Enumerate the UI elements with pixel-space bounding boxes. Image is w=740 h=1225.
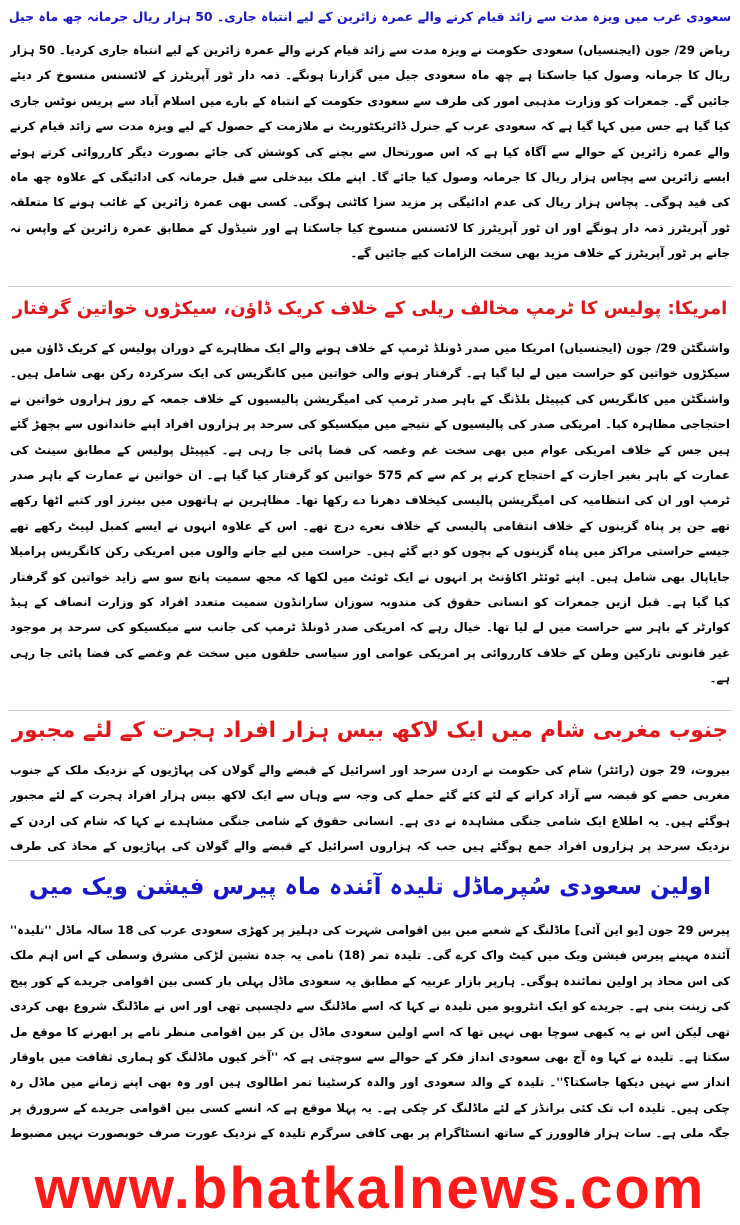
- article-4-body: پیرس 29 جون [یو این آئی] ماڈلنگ کے شعبے میں بین اقوامی شہرت کی دہلیز پر کھڑی سعودی عرب کی 18 سالہ ماڈل ''تلیدہ'' آئندہ مہینے پیرس فیشن ویک میں کیٹ واک کرے گی۔ تلیدہ تمر (18) نامی یہ جدہ نشین لڑکی مشرق وسطی کے اس اہم ملک کی اس محاذ پر اولین نمائندہ ہوگی۔ ہارپر بازار عربیہ کے مطابق یہ سعودی ماڈل پہلی بار کسی بین اقوامی جریدے کے کور پیج کی زینت بنی ہے۔ جریدے کو ایک انٹرویو میں تلیدہ نے کہا کہ اسے ماڈلنگ سے دلچسپی تھی اور اس نے ماڈلنگ شروع بھی کردی تھی لیکن اس نے یہ کبھی سوچا بھی نہیں تھا کہ اسے اولین سعودی ماڈل بن کر بین اقوامی منظر نامے پر ابھرنے کا موقع مل سکتا ہے۔ تلیدہ نے کہا وہ آج بھی سعودی انداز فکر کے حوالے سے سوچتی ہے کہ ''آخر کیوں ماڈلنگ کو ہماری ثقافت میں باوقار انداز سے نہیں دیکھا جاسکتا؟''۔ تلیدہ کے والد سعودی اور والدہ کرسٹینا تمر اطالوی ہیں اور وہ بھی اپنے زمانے میں ماڈل رہ چکی ہیں۔ تلیدہ اب تک کئی برانڈز کے لئے ماڈلنگ کر چکی ہے۔ یہ پہلا موقع ہے کہ انسے کسی بین اقوامی جریدے کے سرورق پر جگہ ملی ہے۔ سات ہزار فالوورز کے ساتھ انسٹاگرام پر بھی کافی سرگرم تلیدہ کے نزدیک عورت صرف خوبصورت نہیں مضبوط: [10, 923, 730, 1141]
- article-2-headline: امریکا: پولیس کا ٹرمپ مخالف ریلی کے خلاف کریک ڈاؤن، سیکڑوں خواتین گرفتار: [12, 298, 728, 319]
- website-footer: www.bhatkalnews.com: [34, 1156, 706, 1221]
- article-4-headline: اولین سعودی سُپرماڈل تلیدہ آئندہ ماہ پیرس فیشن ویک میں: [29, 874, 711, 900]
- article-3-headline: جنوب مغربی شام میں ایک لاکھ بیس ہزار افراد ہجرت کے لئے مجبور: [11, 718, 729, 743]
- article-1-headline: سعودی عرب میں ویزہ مدت سے زائد قیام کرنے والے عمرہ زائرین کے لیے انتباہ جاری۔ 50 ہزار ریال جرمانہ چھ ماہ جیل: [8, 9, 732, 24]
- divider: [8, 710, 732, 711]
- divider: [8, 860, 732, 861]
- article-1-body: ریاض 29/ جون (ایجنسیاں) سعودی حکومت نے ویزہ مدت سے زائد قیام کرنے والے عمرہ زائرین کے لیے انتباہ جاری کردیا۔ 50 ہزار ریال کا جرمانہ وصول کیا جاسکتا ہے چھ ماہ سعودی جیل میں گزارنا ہونگے۔ ذمہ دار ٹور آپریٹرز کے لائسنس منسوخ کر دیئے جائیں گے۔ جمعرات کو وزارت مذہبی امور کی طرف سے سعودی حکومت کے انتباہ کے بارے میں اسلام آباد سے پریس نوٹس جاری کیا گیا ہے جس میں کہا گیا ہے کہ سعودی عرب کے جنرل ڈائریکٹوریٹ نے ملازمت کے حصول کے لیے ویزہ مدت سے زائد قیام کرنے والے عمرہ زائرین کے حوالے سے آگاہ کیا ہے کہ اس صورتحال سے بچنے کی کوشش کی جائے بصورت دیگر کارروائی کرتے ہوئے ایسے زائرین سے پچاس ہزار ریال کا جرمانہ وصول کیا جائے گا۔ اپنے ملک بیدخلی سے قبل جرمانہ کی ادائیگی کے علاوہ چھ ماہ کی قید ہوگی۔ پچاس ہزار ریال کی عدم ادائیگی پر مزید سزا کاٹنی ہوگی۔ کسی بھی عمرہ زائرین کے غائب ہونے کا متعلقہ ٹور آپریٹرز ذمہ دار ہونگے اور ان ٹور آپریٹرز کا لائسنس منسوخ کیا جاسکتا ہے اور شیڈول کے مطابق عمرہ زائرین کے واپس نہ جانے پر ٹور آپریٹرز کے خلاف مزید بھی سخت الزامات کیے جائیں گے۔: [10, 43, 730, 261]
- article-3-body: بیروت، 29 جون (رائٹر) شام کی حکومت نے اردن سرحد اور اسرائیل کے قبضے والے گولان کی پہاڑیوں کے نزدیک ملک کے جنوب مغربی حصے کو قبضہ سے آزاد کرانے کے لئے کئے گئے حملے کی وجہ سے وہاں سے ایک لاکھ بیس ہزار افراد ہجرت کے لئے مجبور ہوگئے ہیں۔ یہ اطلاع ایک شامی جنگی مشاہدہ نے دی ہے۔ انسانی حقوق کے شامی جنگی مشاہدے نے کہا کہ شام کی اردن کے نزدیک سرحد پر ہزاروں افراد جمع ہوگئے ہیں جب کہ ہزاروں اسرائیل کے قبضے والے گولان کی پہاڑیوں کے محاذ کی طرف: [10, 763, 730, 854]
- article-2-body: واشنگٹن 29/ جون (ایجنسیاں) امریکا میں صدر ڈونلڈ ٹرمپ کے خلاف ہونے والے ایک مظاہرے کے دوران پولیس کے کریک ڈاؤن میں سیکڑوں خواتین کو حراست میں لے لیا گیا ہے۔ گرفتار ہونے والی خواتین میں کانگریس کی ایک سرکردہ رکن بھی شامل ہیں۔ واشنگٹن میں کانگریس کی کیپیٹل بلڈنگ کے باہر صدر ٹرمپ کی امیگریشن پالیسیوں کے خلاف جمعہ کے روز ہزاروں خواتین نے احتجاجی مظاہرہ کیا۔ امریکی صدر کی پالیسیوں کے نتیجے میں میکسیکو کی سرحد پر ہزاروں افراد اپنے خاندانوں سے بچھڑ گئے ہیں جس کے خلاف امریکی عوام میں بھی سخت غم وغصہ کی فضا پائی جا رہی ہے۔ کیپیٹل پولیس کے مطابق سینٹ کی عمارت کے باہر بغیر اجازت کے احتجاج کرنے پر کم سے کم 575 خواتین کو گرفتار کیا گیا ہے۔ ان خواتین نے عمارت کے باہر صدر ٹرمپ اور ان کی انتظامیہ کی امیگریشن پالیسی کیخلاف دھرنا دے رکھا تھا۔ مظاہرین نے ہاتھوں میں بینرز اور کتبے اٹھا رکھے تھے جن پر پناہ گزینوں کے خلاف انتقامی پالیسی کے خلاف نعرے درج تھے۔ اس کے علاوہ انہوں نے ایسے کمبل لپیٹ رکھے تھے جیسے حراستی مراکز میں پناہ گزینوں کے بچوں کو دیے گئے ہیں۔ حراست میں لیے جانے والوں میں امریکی رکن کانگریس پرامیلا جایاپال بھی شامل ہیں۔ اپنے ٹوئٹر اکاؤنٹ پر انہوں نے ایک ٹوئٹ میں لکھا کہ مجھ سمیت پانچ سو سے زاید خواتین کو گرفتار کیا گیا ہے۔ قبل ازیں جمعرات کو انسانی حقوق کی مندوبہ سوزان سارانڈون سمیت متعدد افراد کو وزارت انصاف کے ہیڈ کوارٹر کے باہر سے حراست میں لے لیا تھا۔ خیال رہے کہ امریکی صدر ڈونلڈ ٹرمپ کی جانب سے میکسیکو کی سرحد پر موجود غیر قانونی تارکین وطن کے خلاف کارروائی پر امریکی عوامی اور سیاسی حلقوں میں سخت غم وغصے کی فضا پائی جا رہی ہے۔: [10, 341, 730, 686]
- divider: [8, 286, 732, 287]
